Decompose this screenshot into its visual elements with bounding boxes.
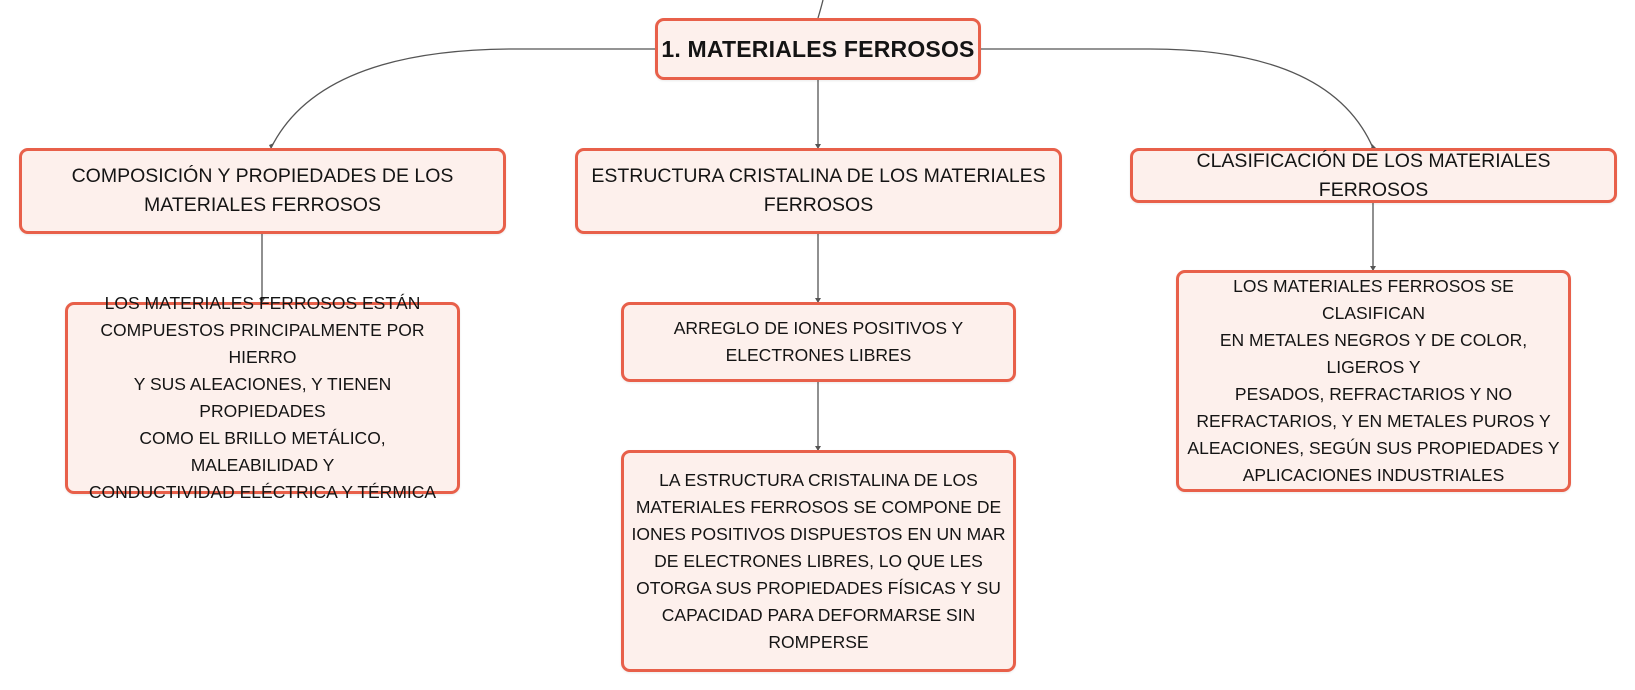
- text-line: MATERIALES FERROSOS SE COMPONE DE: [635, 496, 1002, 517]
- text-line: PESADOS, REFRACTARIOS Y NO: [1234, 384, 1513, 404]
- root-node[interactable]: [655, 18, 981, 80]
- text-line: CONDUCTIVIDAD ELÉCTRICA Y TÉRMICA: [88, 482, 437, 502]
- connector-root-to-clasificacion: [981, 49, 1373, 148]
- text-line: LOS MATERIALES FERROSOS SE CLASIFICAN: [1233, 276, 1514, 323]
- text-line: DE ELECTRONES LIBRES, LO QUE LES: [654, 550, 983, 571]
- text-line: APLICACIONES INDUSTRIALES: [1242, 465, 1505, 485]
- text-line: MATERIALES FERROSOS: [144, 194, 381, 216]
- topic-label-estructura: [591, 162, 1045, 220]
- connector-root-to-composicion: [271, 49, 655, 148]
- text-line: IONES POSITIVOS DISPUESTOS EN UN MAR: [631, 523, 1006, 544]
- subtopic-node-arreglo[interactable]: [621, 302, 1016, 382]
- text-line: FERROSOS: [763, 194, 874, 216]
- detail-text-clasificacion: [1185, 273, 1562, 489]
- subtopic-text-arreglo: [674, 315, 963, 369]
- text-line: ESTRUCTURA CRISTALINA DE LOS MATERIALES: [591, 165, 1046, 187]
- topic-node-clasificacion[interactable]: [1130, 148, 1617, 203]
- topic-node-composicion[interactable]: [19, 148, 506, 234]
- root-label: 1. MATERIALES FERROSOS: [661, 35, 975, 62]
- detail-text-estructura: [631, 467, 1005, 656]
- text-line: LA ESTRUCTURA CRISTALINA DE LOS: [659, 469, 978, 490]
- text-line: OTORGA SUS PROPIEDADES FÍSICAS Y SU: [636, 577, 1001, 598]
- detail-node-clasificacion[interactable]: [1176, 270, 1571, 492]
- text-line: ARREGLO DE IONES POSITIVOS Y: [673, 318, 964, 338]
- detail-text-composicion: [74, 290, 451, 506]
- text-line: ALEACIONES, SEGÚN SUS PROPIEDADES Y: [1187, 438, 1560, 458]
- detail-node-estructura[interactable]: [621, 450, 1016, 672]
- text-line: ELECTRONES LIBRES: [725, 345, 912, 365]
- text-line: COMPOSICIÓN Y PROPIEDADES DE LOS: [71, 165, 454, 187]
- text-line: LOS MATERIALES FERROSOS ESTÁN: [104, 293, 421, 313]
- connector-parent-to-root: [818, 0, 823, 18]
- topic-label-clasificacion: [1143, 147, 1604, 205]
- topic-node-estructura[interactable]: [575, 148, 1062, 234]
- text-line: COMPUESTOS PRINCIPALMENTE POR HIERRO: [100, 320, 425, 367]
- topic-label-composicion: [72, 162, 454, 220]
- text-line: EN METALES NEGROS Y DE COLOR, LIGEROS Y: [1219, 330, 1528, 377]
- text-line: CLASIFICACIÓN DE LOS MATERIALES FERROSOS: [1196, 149, 1551, 201]
- text-line: REFRACTARIOS, Y EN METALES PUROS Y: [1196, 411, 1551, 431]
- text-line: CAPACIDAD PARA DEFORMARSE SIN: [661, 604, 976, 625]
- text-line: COMO EL BRILLO METÁLICO, MALEABILIDAD Y: [139, 428, 386, 475]
- detail-node-composicion[interactable]: [65, 293, 460, 502]
- text-line: Y SUS ALEACIONES, Y TIENEN PROPIEDADES: [133, 374, 392, 421]
- text-line: ROMPERSE: [768, 631, 869, 652]
